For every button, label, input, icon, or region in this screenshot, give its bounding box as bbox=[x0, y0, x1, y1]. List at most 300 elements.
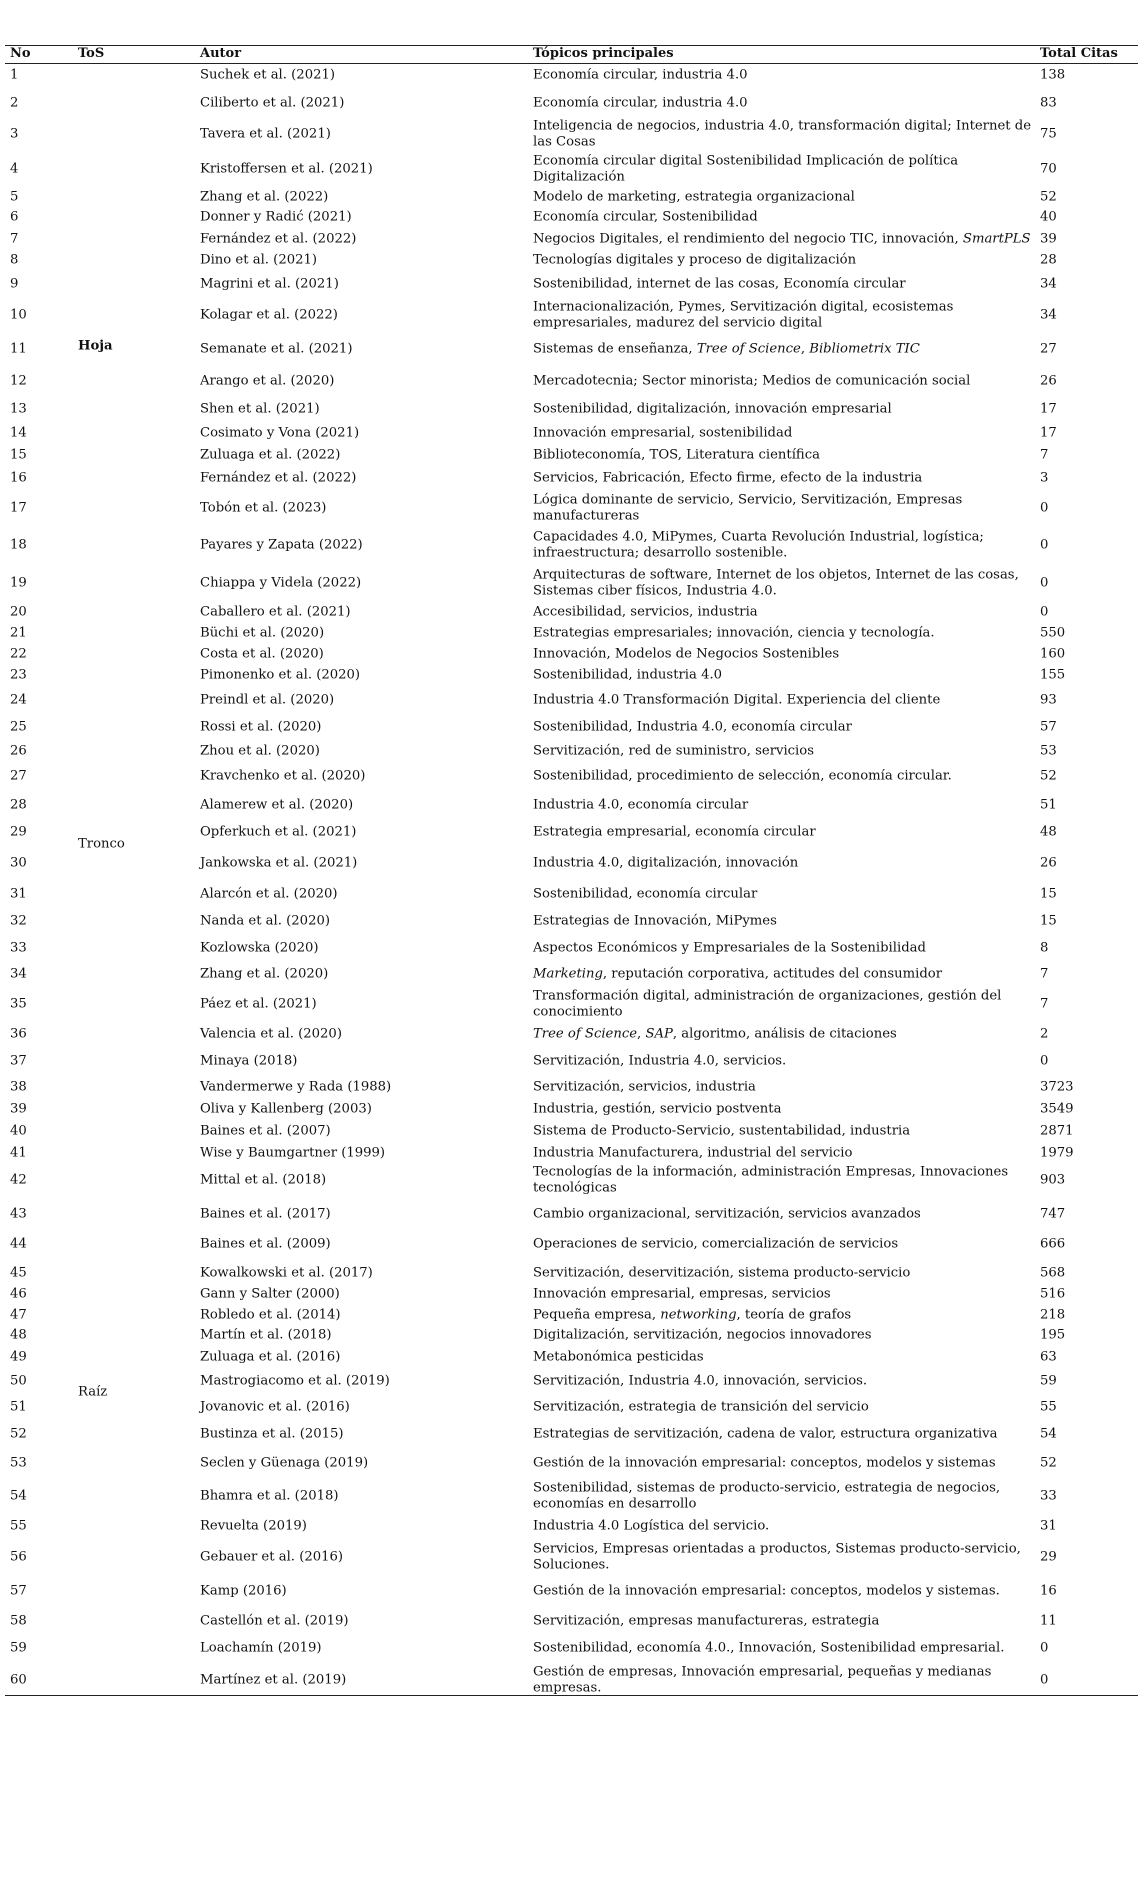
row-number: 18 bbox=[10, 537, 27, 553]
table-row bbox=[5, 297, 1138, 333]
table-row bbox=[5, 1022, 1138, 1046]
row-topics: Sistema de Producto-Servicio, sustentabilidad, industria bbox=[533, 1123, 911, 1139]
row-number: 51 bbox=[10, 1399, 27, 1415]
table-row bbox=[5, 1165, 1138, 1195]
table-row bbox=[5, 1516, 1138, 1536]
row-number: 2 bbox=[10, 95, 19, 111]
row-author: Valencia et al. (2020) bbox=[200, 1026, 342, 1042]
table-row bbox=[5, 229, 1138, 249]
row-citations: 7 bbox=[1040, 447, 1049, 463]
row-topics: Sostenibilidad, digitalización, innovación empresarial bbox=[533, 401, 892, 417]
row-author: Baines et al. (2007) bbox=[200, 1123, 331, 1139]
row-number: 21 bbox=[10, 625, 27, 641]
table-row bbox=[5, 1578, 1138, 1604]
row-citations: 3 bbox=[1040, 470, 1049, 486]
row-number: 30 bbox=[10, 855, 27, 871]
group-label-tronco: Tronco bbox=[78, 836, 125, 852]
row-author: Kolagar et al. (2022) bbox=[200, 307, 338, 323]
row-topics: Servitización, empresas manufactureras, estrategia bbox=[533, 1613, 880, 1629]
row-author: Caballero et al. (2021) bbox=[200, 604, 351, 620]
row-citations: 40 bbox=[1040, 209, 1057, 225]
row-citations: 59 bbox=[1040, 1373, 1057, 1389]
row-author: Cosimato y Vona (2021) bbox=[200, 425, 360, 441]
row-citations: 28 bbox=[1040, 252, 1057, 268]
table-row bbox=[5, 208, 1138, 226]
row-number: 39 bbox=[10, 1101, 27, 1117]
row-author: Baines et al. (2017) bbox=[200, 1206, 331, 1222]
row-citations: 1979 bbox=[1040, 1145, 1074, 1161]
row-citations: 63 bbox=[1040, 1349, 1057, 1365]
table-row bbox=[5, 1326, 1138, 1344]
row-number: 13 bbox=[10, 401, 27, 417]
row-topics: Capacidades 4.0, MiPymes, Cuarta Revolución Industrial, logística; infraestructura; desarrollo sostenible. bbox=[533, 529, 984, 560]
table-row bbox=[5, 1100, 1138, 1118]
row-citations: 903 bbox=[1040, 1172, 1066, 1188]
row-topics: Economía circular digital Sostenibilidad Implicación de política Digitalización bbox=[533, 153, 959, 184]
table-row bbox=[5, 1078, 1138, 1096]
table-row bbox=[5, 527, 1138, 563]
row-number: 20 bbox=[10, 604, 27, 620]
row-topics: Operaciones de servicio, comercialización de servicios bbox=[533, 1236, 899, 1252]
row-topics: Innovación empresarial, empresas, servicios bbox=[533, 1286, 831, 1302]
row-author: Costa et al. (2020) bbox=[200, 646, 324, 662]
row-citations: 0 bbox=[1040, 575, 1049, 591]
row-author: Zuluaga et al. (2022) bbox=[200, 447, 341, 463]
table-row bbox=[5, 1662, 1138, 1698]
row-number: 29 bbox=[10, 824, 27, 840]
row-author: Fernández et al. (2022) bbox=[200, 470, 357, 486]
row-author: Suchek et al. (2021) bbox=[200, 67, 336, 83]
row-topics: Economía circular, industria 4.0 bbox=[533, 67, 748, 83]
row-author: Kozlowska (2020) bbox=[200, 940, 319, 956]
row-number: 14 bbox=[10, 425, 27, 441]
row-number: 25 bbox=[10, 719, 27, 735]
table-row bbox=[5, 1369, 1138, 1393]
row-author: Robledo et al. (2014) bbox=[200, 1307, 341, 1323]
row-citations: 34 bbox=[1040, 307, 1057, 323]
row-number: 52 bbox=[10, 1426, 27, 1442]
row-number: 47 bbox=[10, 1307, 27, 1323]
table-row bbox=[5, 1144, 1138, 1162]
row-author: Castellón et al. (2019) bbox=[200, 1613, 349, 1629]
row-topics: Negocios Digitales, el rendimiento del negocio TIC, innovación, SmartPLS bbox=[533, 231, 1031, 247]
row-citations: 16 bbox=[1040, 1583, 1057, 1599]
row-topics: Servicios, Fabricación, Efecto firme, efecto de la industria bbox=[533, 470, 923, 486]
table-row bbox=[5, 881, 1138, 907]
row-citations: 17 bbox=[1040, 425, 1057, 441]
row-number: 24 bbox=[10, 692, 27, 708]
group-label-hoja: Hoja bbox=[78, 338, 113, 354]
row-topics: Sostenibilidad, sistemas de producto-servicio, estrategia de negocios, economías en desarrollo bbox=[533, 1480, 1001, 1511]
row-author: Martínez et al. (2019) bbox=[200, 1672, 347, 1688]
row-topics: Pequeña empresa, networking, teoría de grafos bbox=[533, 1307, 852, 1323]
row-author: Rossi et al. (2020) bbox=[200, 719, 322, 735]
table-row bbox=[5, 963, 1138, 985]
table-row bbox=[5, 1200, 1138, 1228]
row-author: Kowalkowski et al. (2017) bbox=[200, 1265, 373, 1281]
row-topics: Servitización, estrategia de transición del servicio bbox=[533, 1399, 869, 1415]
table-row bbox=[5, 1539, 1138, 1575]
row-number: 56 bbox=[10, 1549, 27, 1565]
table-row bbox=[5, 1050, 1138, 1072]
row-number: 60 bbox=[10, 1672, 27, 1688]
table-row bbox=[5, 936, 1138, 960]
row-topics: Industria 4.0 Transformación Digital. Experiencia del cliente bbox=[533, 692, 941, 708]
row-author: Ciliberto et al. (2021) bbox=[200, 95, 345, 111]
row-topics: Digitalización, servitización, negocios innovadores bbox=[533, 1327, 872, 1343]
row-number: 45 bbox=[10, 1265, 27, 1281]
group-label-raíz: Raíz bbox=[78, 1384, 108, 1400]
table-row bbox=[5, 645, 1138, 663]
row-topics: Servitización, servicios, industria bbox=[533, 1079, 756, 1095]
table-row bbox=[5, 1609, 1138, 1633]
table-row bbox=[5, 1122, 1138, 1140]
row-citations: 3723 bbox=[1040, 1079, 1074, 1095]
row-citations: 15 bbox=[1040, 913, 1057, 929]
row-topics: Industria, gestión, servicio postventa bbox=[533, 1101, 782, 1117]
row-topics: Servitización, Industria 4.0, servicios. bbox=[533, 1053, 787, 1069]
table-row bbox=[5, 666, 1138, 684]
row-citations: 0 bbox=[1040, 537, 1049, 553]
row-number: 38 bbox=[10, 1079, 27, 1095]
table-row bbox=[5, 1451, 1138, 1475]
table-row bbox=[5, 424, 1138, 442]
row-author: Alarcón et al. (2020) bbox=[200, 886, 338, 902]
table-row bbox=[5, 565, 1138, 601]
row-author: Büchi et al. (2020) bbox=[200, 625, 325, 641]
row-topics: Tree of Science, SAP, algoritmo, análisis de citaciones bbox=[533, 1026, 897, 1042]
row-citations: 2 bbox=[1040, 1026, 1049, 1042]
row-author: Kravchenko et al. (2020) bbox=[200, 768, 366, 784]
row-number: 43 bbox=[10, 1206, 27, 1222]
header-cites: Total Citas bbox=[1040, 46, 1118, 61]
row-topics: Estrategias de Innovación, MiPymes bbox=[533, 913, 777, 929]
row-citations: 155 bbox=[1040, 667, 1066, 683]
row-author: Jovanovic et al. (2016) bbox=[200, 1399, 350, 1415]
table-row bbox=[5, 687, 1138, 713]
row-topics: Tecnologías de la información, administración Empresas, Innovaciones tecnológicas bbox=[533, 1164, 1009, 1195]
row-number: 46 bbox=[10, 1286, 27, 1302]
row-number: 1 bbox=[10, 67, 19, 83]
row-author: Payares y Zapata (2022) bbox=[200, 537, 363, 553]
table-bottom-rule bbox=[5, 1695, 1138, 1696]
table-row bbox=[5, 493, 1138, 523]
row-topics: Modelo de marketing, estrategia organizacional bbox=[533, 189, 855, 205]
table-row bbox=[5, 92, 1138, 114]
row-topics: Industria 4.0, economía circular bbox=[533, 797, 749, 813]
row-citations: 11 bbox=[1040, 1613, 1057, 1629]
table-row bbox=[5, 65, 1138, 85]
row-number: 33 bbox=[10, 940, 27, 956]
row-citations: 83 bbox=[1040, 95, 1057, 111]
row-citations: 568 bbox=[1040, 1265, 1066, 1281]
row-citations: 70 bbox=[1040, 161, 1057, 177]
row-number: 41 bbox=[10, 1145, 27, 1161]
row-citations: 57 bbox=[1040, 719, 1057, 735]
row-topics: Cambio organizacional, servitización, servicios avanzados bbox=[533, 1206, 921, 1222]
table-row bbox=[5, 624, 1138, 642]
row-topics: Estrategias empresariales; innovación, ciencia y tecnología. bbox=[533, 625, 935, 641]
row-number: 36 bbox=[10, 1026, 27, 1042]
row-citations: 3549 bbox=[1040, 1101, 1074, 1117]
row-citations: 0 bbox=[1040, 1053, 1049, 1069]
row-citations: 52 bbox=[1040, 1455, 1057, 1471]
row-topics: Aspectos Económicos y Empresariales de la Sostenibilidad bbox=[533, 940, 926, 956]
row-author: Minaya (2018) bbox=[200, 1053, 298, 1069]
row-number: 8 bbox=[10, 252, 19, 268]
table-row bbox=[5, 273, 1138, 295]
table-row bbox=[5, 1306, 1138, 1324]
row-citations: 195 bbox=[1040, 1327, 1066, 1343]
row-author: Shen et al. (2021) bbox=[200, 401, 320, 417]
row-number: 26 bbox=[10, 743, 27, 759]
row-number: 54 bbox=[10, 1488, 27, 1504]
row-number: 10 bbox=[10, 307, 27, 323]
table-row bbox=[5, 1396, 1138, 1418]
row-number: 4 bbox=[10, 161, 19, 177]
table-row bbox=[5, 251, 1138, 269]
table-row bbox=[5, 1348, 1138, 1366]
row-author: Gann y Salter (2000) bbox=[200, 1286, 340, 1302]
row-number: 7 bbox=[10, 231, 19, 247]
row-author: Loachamín (2019) bbox=[200, 1640, 322, 1656]
row-topics: Gestión de la innovación empresarial: conceptos, modelos y sistemas. bbox=[533, 1583, 1000, 1599]
row-topics: Sostenibilidad, procedimiento de selección, economía circular. bbox=[533, 768, 952, 784]
row-citations: 27 bbox=[1040, 341, 1057, 357]
row-citations: 8 bbox=[1040, 940, 1049, 956]
table-row bbox=[5, 791, 1138, 819]
row-author: Zhang et al. (2022) bbox=[200, 189, 329, 205]
row-citations: 33 bbox=[1040, 1488, 1057, 1504]
row-number: 27 bbox=[10, 768, 27, 784]
row-number: 48 bbox=[10, 1327, 27, 1343]
row-topics: Sostenibilidad, internet de las cosas, Economía circular bbox=[533, 276, 906, 292]
row-citations: 26 bbox=[1040, 855, 1057, 871]
row-number: 37 bbox=[10, 1053, 27, 1069]
row-author: Fernández et al. (2022) bbox=[200, 231, 357, 247]
table-row bbox=[5, 741, 1138, 761]
row-number: 32 bbox=[10, 913, 27, 929]
row-topics: Sistemas de enseñanza, Tree of Science, Bibliometrix TIC bbox=[533, 341, 920, 357]
row-number: 35 bbox=[10, 996, 27, 1012]
row-number: 6 bbox=[10, 209, 19, 225]
row-number: 49 bbox=[10, 1349, 27, 1365]
row-number: 12 bbox=[10, 373, 27, 389]
header-tos: ToS bbox=[78, 46, 105, 61]
row-author: Preindl et al. (2020) bbox=[200, 692, 335, 708]
row-topics: Tecnologías digitales y proceso de digitalización bbox=[533, 252, 857, 268]
row-topics: Marketing, reputación corporativa, actitudes del consumidor bbox=[533, 966, 943, 982]
row-citations: 93 bbox=[1040, 692, 1057, 708]
row-author: Jankowska et al. (2021) bbox=[200, 855, 358, 871]
table-row bbox=[5, 715, 1138, 739]
row-number: 57 bbox=[10, 1583, 27, 1599]
row-number: 16 bbox=[10, 470, 27, 486]
row-author: Mastrogiacomo et al. (2019) bbox=[200, 1373, 390, 1389]
table-row bbox=[5, 909, 1138, 933]
row-number: 59 bbox=[10, 1640, 27, 1656]
row-number: 58 bbox=[10, 1613, 27, 1629]
row-citations: 75 bbox=[1040, 126, 1057, 142]
row-citations: 39 bbox=[1040, 231, 1057, 247]
row-citations: 51 bbox=[1040, 797, 1057, 813]
row-topics: Servitización, deservitización, sistema producto-servicio bbox=[533, 1265, 911, 1281]
row-citations: 52 bbox=[1040, 768, 1057, 784]
row-author: Kristoffersen et al. (2021) bbox=[200, 161, 373, 177]
table-row bbox=[5, 1285, 1138, 1303]
table-row bbox=[5, 988, 1138, 1020]
header-author: Autor bbox=[200, 46, 242, 61]
table-row bbox=[5, 848, 1138, 878]
row-number: 11 bbox=[10, 341, 27, 357]
row-number: 19 bbox=[10, 575, 27, 591]
row-topics: Inteligencia de negocios, industria 4.0, transformación digital; Internet de las Cosas bbox=[533, 118, 1032, 149]
table-row bbox=[5, 603, 1138, 621]
row-number: 5 bbox=[10, 189, 19, 205]
row-citations: 29 bbox=[1040, 1549, 1057, 1565]
table-row bbox=[5, 188, 1138, 206]
row-topics: Gestión de empresas, Innovación empresarial, pequeñas y medianas empresas. bbox=[533, 1664, 992, 1695]
row-author: Arango et al. (2020) bbox=[200, 373, 335, 389]
row-topics: Accesibilidad, servicios, industria bbox=[533, 604, 758, 620]
row-citations: 48 bbox=[1040, 824, 1057, 840]
row-citations: 7 bbox=[1040, 996, 1049, 1012]
row-number: 23 bbox=[10, 667, 27, 683]
row-author: Semanate et al. (2021) bbox=[200, 341, 353, 357]
row-author: Wise y Baumgartner (1999) bbox=[200, 1145, 386, 1161]
row-topics: Economía circular, industria 4.0 bbox=[533, 95, 748, 111]
row-author: Tobón et al. (2023) bbox=[200, 500, 327, 516]
row-citations: 2871 bbox=[1040, 1123, 1074, 1139]
row-topics: Industria 4.0, digitalización, innovación bbox=[533, 855, 799, 871]
row-citations: 550 bbox=[1040, 625, 1066, 641]
row-citations: 138 bbox=[1040, 67, 1066, 83]
table-row bbox=[5, 446, 1138, 464]
row-citations: 0 bbox=[1040, 500, 1049, 516]
row-topics: Innovación, Modelos de Negocios Sostenibles bbox=[533, 646, 840, 662]
row-number: 44 bbox=[10, 1236, 27, 1252]
row-topics: Innovación empresarial, sostenibilidad bbox=[533, 425, 793, 441]
row-topics: Transformación digital, administración de organizaciones, gestión del conocimiento bbox=[533, 988, 1002, 1019]
row-topics: Sostenibilidad, economía circular bbox=[533, 886, 758, 902]
row-author: Dino et al. (2021) bbox=[200, 252, 318, 268]
row-topics: Metabonómica pesticidas bbox=[533, 1349, 704, 1365]
row-topics: Servicios, Empresas orientadas a productos, Sistemas producto-servicio, Soluciones. bbox=[533, 1541, 1021, 1572]
row-author: Opferkuch et al. (2021) bbox=[200, 824, 357, 840]
row-author: Pimonenko et al. (2020) bbox=[200, 667, 361, 683]
table-row bbox=[5, 1421, 1138, 1447]
row-author: Bustinza et al. (2015) bbox=[200, 1426, 344, 1442]
row-topics: Arquitecturas de software, Internet de los objetos, Internet de las cosas, Sistemas ciber físicos, Industria 4.0. bbox=[533, 567, 1019, 598]
row-topics: Industria Manufacturera, industrial del servicio bbox=[533, 1145, 853, 1161]
row-topics: Estrategia empresarial, economía circular bbox=[533, 824, 816, 840]
row-topics: Servitización, Industria 4.0, innovación, servicios. bbox=[533, 1373, 868, 1389]
row-citations: 218 bbox=[1040, 1307, 1066, 1323]
row-author: Mittal et al. (2018) bbox=[200, 1172, 327, 1188]
row-author: Baines et al. (2009) bbox=[200, 1236, 331, 1252]
row-citations: 15 bbox=[1040, 886, 1057, 902]
table-row bbox=[5, 398, 1138, 420]
row-citations: 516 bbox=[1040, 1286, 1066, 1302]
row-citations: 55 bbox=[1040, 1399, 1057, 1415]
table-row bbox=[5, 119, 1138, 149]
row-topics: Gestión de la innovación empresarial: conceptos, modelos y sistemas bbox=[533, 1455, 996, 1471]
row-author: Zhou et al. (2020) bbox=[200, 743, 320, 759]
row-citations: 52 bbox=[1040, 189, 1057, 205]
row-citations: 26 bbox=[1040, 373, 1057, 389]
row-author: Páez et al. (2021) bbox=[200, 996, 317, 1012]
table-row bbox=[5, 367, 1138, 395]
row-citations: 0 bbox=[1040, 604, 1049, 620]
row-citations: 0 bbox=[1040, 1640, 1049, 1656]
row-number: 40 bbox=[10, 1123, 27, 1139]
row-topics: Lógica dominante de servicio, Servicio, Servitización, Empresas manufactureras bbox=[533, 492, 963, 523]
table-header bbox=[5, 45, 1138, 64]
table-row bbox=[5, 820, 1138, 844]
row-number: 17 bbox=[10, 500, 27, 516]
row-citations: 31 bbox=[1040, 1518, 1057, 1534]
table-row bbox=[5, 467, 1138, 489]
row-author: Gebauer et al. (2016) bbox=[200, 1549, 344, 1565]
header-no: No bbox=[10, 46, 31, 61]
table-row bbox=[5, 1479, 1138, 1513]
row-citations: 53 bbox=[1040, 743, 1057, 759]
row-number: 50 bbox=[10, 1373, 27, 1389]
row-author: Donner y Radić (2021) bbox=[200, 209, 352, 225]
row-number: 31 bbox=[10, 886, 27, 902]
row-number: 3 bbox=[10, 126, 19, 142]
header-topics: Tópicos principales bbox=[533, 46, 674, 61]
row-author: Zuluaga et al. (2016) bbox=[200, 1349, 341, 1365]
row-topics: Servitización, red de suministro, servicios bbox=[533, 743, 814, 759]
row-citations: 747 bbox=[1040, 1206, 1066, 1222]
row-topics: Internacionalización, Pymes, Servitización digital, ecosistemas empresariales, madurez del servicio digital bbox=[533, 299, 954, 330]
row-citations: 17 bbox=[1040, 401, 1057, 417]
row-author: Nanda et al. (2020) bbox=[200, 913, 331, 929]
row-number: 42 bbox=[10, 1172, 27, 1188]
table-row bbox=[5, 763, 1138, 789]
row-author: Oliva y Kallenberg (2003) bbox=[200, 1101, 372, 1117]
row-citations: 34 bbox=[1040, 276, 1057, 292]
row-citations: 7 bbox=[1040, 966, 1049, 982]
row-author: Alamerew et al. (2020) bbox=[200, 797, 354, 813]
row-author: Bhamra et al. (2018) bbox=[200, 1488, 339, 1504]
row-author: Kamp (2016) bbox=[200, 1583, 287, 1599]
row-number: 28 bbox=[10, 797, 27, 813]
row-author: Revuelta (2019) bbox=[200, 1518, 307, 1534]
row-citations: 666 bbox=[1040, 1236, 1066, 1252]
row-topics: Sostenibilidad, industria 4.0 bbox=[533, 667, 723, 683]
table-row bbox=[5, 1637, 1138, 1659]
table-row bbox=[5, 334, 1138, 364]
row-topics: Estrategias de servitización, cadena de valor, estructura organizativa bbox=[533, 1426, 998, 1442]
row-number: 22 bbox=[10, 646, 27, 662]
row-number: 55 bbox=[10, 1518, 27, 1534]
table-row bbox=[5, 1263, 1138, 1283]
row-author: Chiappa y Videla (2022) bbox=[200, 575, 362, 591]
row-citations: 54 bbox=[1040, 1426, 1057, 1442]
row-author: Tavera et al. (2021) bbox=[200, 126, 331, 142]
row-topics: Biblioteconomía, TOS, Literatura científica bbox=[533, 447, 820, 463]
row-topics: Mercadotecnia; Sector minorista; Medios de comunicación social bbox=[533, 373, 971, 389]
row-author: Seclen y Güenaga (2019) bbox=[200, 1455, 369, 1471]
row-topics: Industria 4.0 Logística del servicio. bbox=[533, 1518, 770, 1534]
row-number: 53 bbox=[10, 1455, 27, 1471]
table-row bbox=[5, 1231, 1138, 1257]
row-author: Magrini et al. (2021) bbox=[200, 276, 339, 292]
row-number: 34 bbox=[10, 966, 27, 982]
row-author: Zhang et al. (2020) bbox=[200, 966, 329, 982]
